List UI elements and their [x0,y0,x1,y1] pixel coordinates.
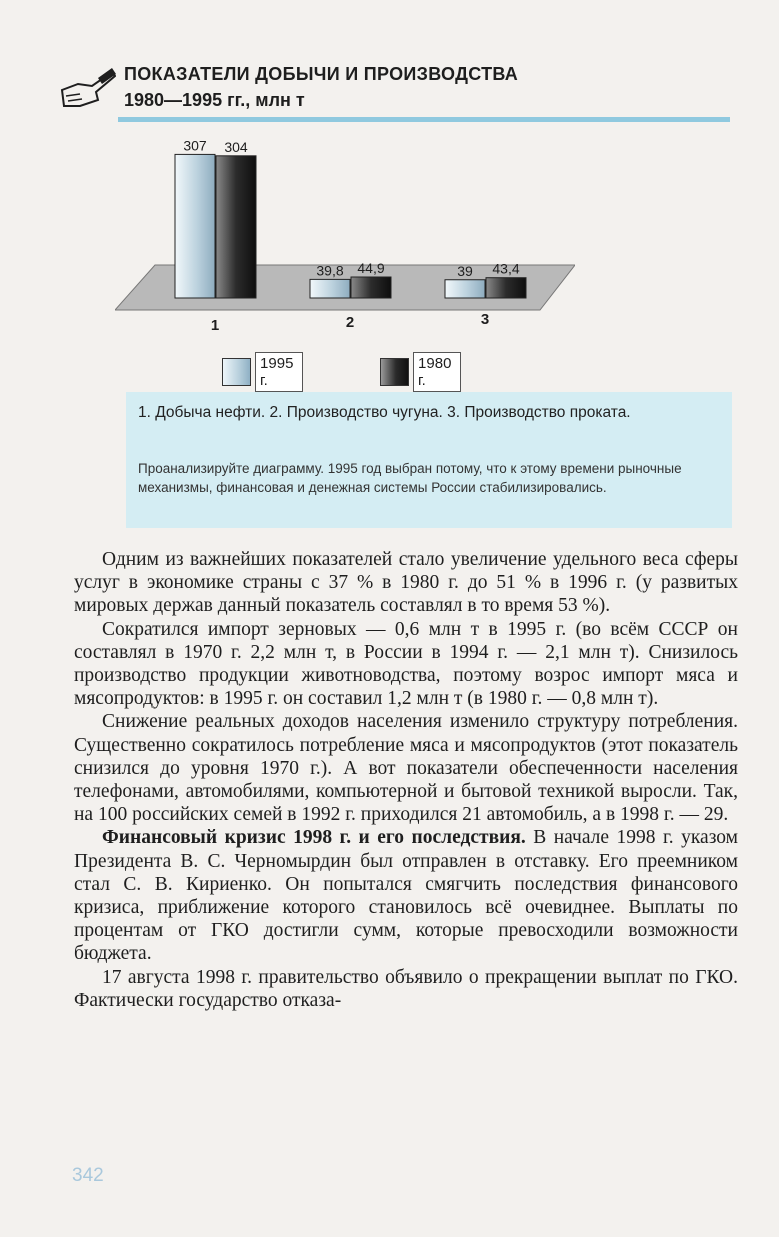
bar-1980-cat-3 [486,278,526,298]
legend-label-1980: 1980 г. [413,352,461,392]
value-label-1995-cat-3: 39 [457,262,473,279]
paragraph-5: 17 августа 1998 г. правительство объявило о прекращении выплат по ГКО. Фактически государство отказа- [74,966,738,1011]
paragraph-4-text: В начале 1998 г. указом Президента В. С. Черномырдин был отправлен в отставку. Его преемником стал С. В. Кириенко. Он попытался смягчить последствия финансового кризиса, приближение которого становилось всё очевиднее. Выплаты по процентам от ГКО достигли сумм, которые превосходили возможности бюджета. [74,827,738,965]
bar-1995-cat-3 [445,280,485,298]
chart-subtitle: 1980—1995 гг., млн т [124,90,305,110]
header-divider [118,117,730,122]
page-number: 342 [72,1165,104,1186]
bar-1995-cat-2 [310,279,350,298]
caption-legend-text: 1. Добыча нефти. 2. Производство чугуна. 3. Производство проката. [138,404,631,421]
chart-caption-box [126,392,732,528]
bar-chart-svg [115,130,575,380]
value-label-1980-cat-2: 44,9 [357,259,385,276]
legend-swatch-1980 [380,358,409,386]
caption-task-text: Проанализируйте диаграмму. 1995 год выбран потому, что к этому времени рыночные механизмы, финансовая и денежная системы России стабилизировались. [138,461,682,495]
value-label-1995-cat-1: 307 [183,137,207,154]
category-label-1: 1 [210,317,220,334]
category-label-3: 3 [480,311,490,328]
chart-title: ПОКАЗАТЕЛИ ДОБЫЧИ И ПРОИЗВОДСТВА [124,64,519,84]
bar-1980-cat-2 [351,277,391,298]
legend-swatch-1995 [222,358,251,386]
paragraph-4 [74,826,738,965]
main-text [74,548,738,1012]
bar-1995-cat-1 [175,154,215,298]
pencil-hand-icon [58,66,116,112]
bar-1980-cat-1 [216,156,256,298]
paragraph-2: Сократился импорт зерновых — 0,6 млн т в 1995 г. (во всём СССР он составлял в 1970 г. 2,2 млн т, в России в 1994 г. — 2,1 млн т). Снизилось производство продукции животноводства, поэтому возрос импорт мяса и мясопродуктов: в 1995 г. он составил 1,2 млн т (в 1980 г. — 0,8 млн т). [74,618,738,710]
value-label-1980-cat-3: 43,4 [492,260,520,277]
paragraph-1: Одним из важнейших показателей стало увеличение удельного веса сферы услуг в экономике страны с 37 % в 1980 г. до 51 % в 1996 г. (у развитых мировых держав данный показатель составлял в то время 53 %). [74,549,738,617]
value-label-1995-cat-2: 39,8 [316,262,344,279]
bar-chart [115,130,575,380]
legend-label-1995: 1995 г. [255,352,303,392]
value-label-1980-cat-1: 304 [224,138,248,155]
section-heading: Финансовый кризис 1998 г. и его последствия. [102,827,526,849]
legend-item-1980 [380,352,461,392]
legend-item-1995 [222,352,303,392]
paragraph-3: Снижение реальных доходов населения изменило структуру потребления. Существенно сократилось потребление мяса и мясопродуктов (этот показатель снизился до уровня 1970 г.). А вот показатели обеспеченности населения телефонами, автомобилями, компьютерной и бытовой техникой выросли. Так, на 100 российских семей в 1992 г. приходился 21 автомобиль, а в 1998 г. — 29. [74,711,738,826]
category-label-2: 2 [345,314,355,331]
